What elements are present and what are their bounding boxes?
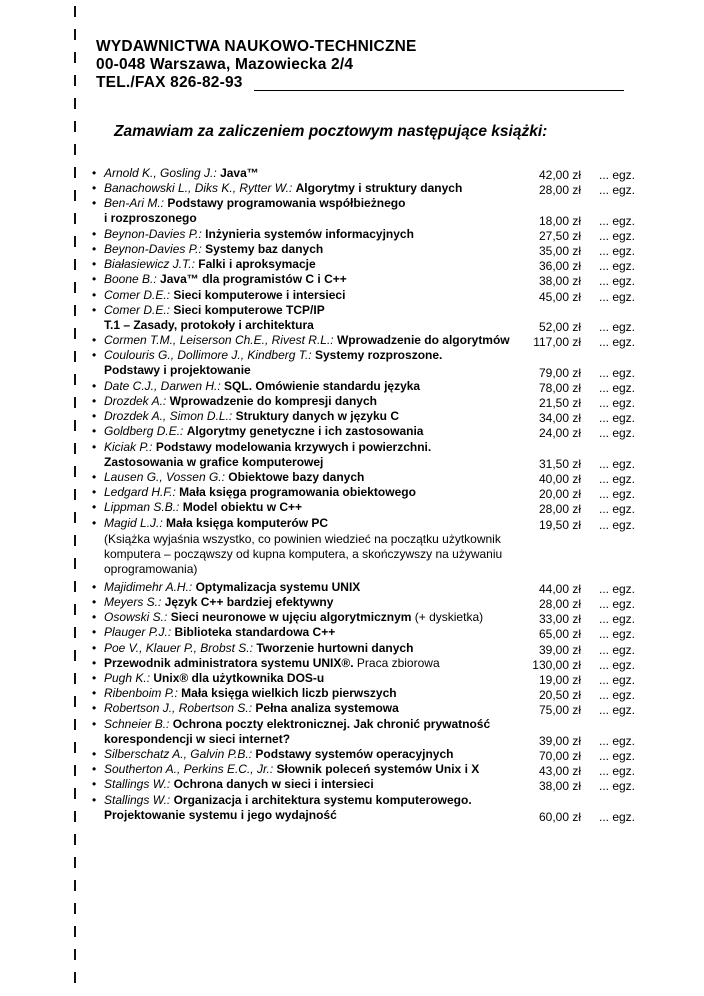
book-price: 52,00 zł <box>538 319 581 334</box>
bullet-icon: • <box>92 777 97 792</box>
bullet-icon: • <box>92 394 97 408</box>
book-title: Podstawy systemów operacyjnych <box>255 746 454 761</box>
quantity-field[interactable]: ... egz. <box>599 502 636 517</box>
bullet-icon: • <box>92 470 97 484</box>
bullet-icon: • <box>92 500 97 515</box>
publisher-name: WYDAWNICTWA NAUKOWO-TECHNICZNE <box>96 38 417 55</box>
bullet-icon: • <box>92 439 97 454</box>
book-title-block <box>104 440 534 470</box>
book-price: 130,00 zł <box>532 657 581 672</box>
bullet-icon: • <box>92 378 97 393</box>
book-title-block <box>104 793 534 823</box>
book-price: 19,00 zł <box>538 672 581 687</box>
book-title: Projektowanie systemu i jego wydajność <box>104 807 337 822</box>
book-title-line <box>104 196 534 211</box>
book-author: Plauger P.J.: <box>104 625 175 640</box>
book-price: 39,00 zł <box>538 642 581 657</box>
book-title-line <box>104 424 534 439</box>
bullet-icon: • <box>92 242 97 256</box>
book-title-line <box>104 793 534 808</box>
book-title: Algorytmy genetyczne i ich zastosowania <box>186 424 424 439</box>
book-title-line <box>104 211 534 226</box>
description-line: (Książka wyjaśnia wszystko, co powinien wiedzieć na początku użytkownik <box>104 531 501 546</box>
quantity-field[interactable]: ... egz. <box>599 581 636 596</box>
book-price: 40,00 zł <box>538 472 581 486</box>
book-author: Beynon-Davies P.: <box>104 242 206 256</box>
book-author: Lausen G., Vossen G.: <box>104 470 229 484</box>
book-title-line <box>104 257 534 272</box>
book-title: Przewodnik administratora systemu UNIX®. <box>104 655 354 670</box>
book-title: Mała księga wielkich liczb pierwszych <box>181 686 397 701</box>
quantity-field[interactable]: ... egz. <box>599 228 636 243</box>
book-title: T.1 – Zasady, protokoły i architektura <box>104 317 314 332</box>
bullet-icon: • <box>92 640 97 655</box>
book-title: Mała księga komputerów PC <box>166 515 329 530</box>
book-author: Meyers S.: <box>104 594 165 609</box>
book-title: Biblioteka standardowa C++ <box>174 625 336 640</box>
book-title-line <box>104 777 534 792</box>
book-entry <box>0 394 704 409</box>
book-title-line <box>104 580 534 595</box>
book-title-block <box>104 580 534 595</box>
book-title-line <box>104 732 534 747</box>
book-author: Białasiewicz J.T.: <box>104 257 199 272</box>
book-entry <box>0 793 704 823</box>
book-title-line <box>104 227 534 242</box>
quantity-field[interactable]: ... egz. <box>599 733 636 748</box>
book-title-block <box>104 288 534 303</box>
book-price: 42,00 zł <box>538 168 581 182</box>
book-title-line <box>104 671 534 686</box>
book-entry <box>0 424 704 439</box>
quantity-field[interactable]: ... egz. <box>599 274 636 289</box>
book-title-block <box>104 701 534 716</box>
book-title-line <box>104 303 534 318</box>
quantity-field[interactable]: ... egz. <box>599 612 636 627</box>
book-author: Drozdek A.: <box>104 394 170 408</box>
book-author: Goldberg D.E.: <box>104 424 187 439</box>
book-title-block <box>104 394 534 409</box>
bullet-icon: • <box>92 485 97 500</box>
quantity-field[interactable]: ... egz. <box>599 672 636 687</box>
book-entry <box>0 686 704 701</box>
quantity-field[interactable]: ... egz. <box>599 779 636 794</box>
quantity-field[interactable]: ... egz. <box>599 335 636 350</box>
book-title-block <box>104 485 534 500</box>
bullet-icon: • <box>92 166 97 180</box>
book-price: 35,00 zł <box>538 244 581 258</box>
publisher-address: 00-048 Warszawa, Mazowiecka 2/4 <box>96 56 354 73</box>
book-entry <box>0 379 704 394</box>
book-price: 78,00 zł <box>538 380 581 395</box>
bullet-icon: • <box>92 762 97 777</box>
book-title-block <box>104 409 534 424</box>
book-price: 31,50 zł <box>538 456 581 471</box>
bullet-icon: • <box>92 701 97 716</box>
bullet-icon: • <box>92 196 97 211</box>
book-price: 79,00 zł <box>538 365 581 380</box>
bullet-icon: • <box>92 625 97 640</box>
book-title: Model obiektu w C++ <box>182 500 303 515</box>
quantity-field[interactable]: ... egz. <box>599 748 636 763</box>
book-title-block <box>104 516 534 531</box>
book-title-block <box>104 348 534 378</box>
book-title-line <box>104 485 534 500</box>
book-title-block <box>104 500 534 515</box>
book-entry <box>0 181 704 196</box>
book-price: 20,00 zł <box>538 487 581 502</box>
book-author: Stallings W.: <box>104 792 174 807</box>
book-title-block <box>104 272 534 287</box>
book-title: Sieci neuronowe w ujęciu algorytmicznym <box>170 610 412 625</box>
bullet-icon: • <box>92 226 97 241</box>
book-entry <box>0 580 704 595</box>
book-entry <box>0 485 704 500</box>
book-title: Java™ dla programistów C i C++ <box>160 272 347 287</box>
book-title-line <box>104 762 534 777</box>
book-title: Organizacja i architektura systemu komputerowego. <box>173 792 472 807</box>
quantity-field[interactable]: ... egz. <box>599 259 636 274</box>
book-price: 34,00 zł <box>538 411 581 426</box>
book-title-block <box>104 257 534 272</box>
quantity-field[interactable]: ... egz. <box>599 472 636 486</box>
quantity-field[interactable]: ... egz. <box>599 703 636 718</box>
book-entry <box>0 595 704 610</box>
quantity-field[interactable]: ... egz. <box>599 657 636 672</box>
quantity-field[interactable]: ... egz. <box>599 319 636 334</box>
book-title: Systemy baz danych <box>205 242 324 256</box>
quantity-field[interactable]: ... egz. <box>599 642 636 657</box>
book-author: Boone B.: <box>104 272 161 287</box>
book-price: 33,00 zł <box>538 612 581 627</box>
bullet-icon: • <box>92 655 97 670</box>
bullet-icon: • <box>92 515 97 530</box>
book-author: Arnold K., Gosling J.: <box>104 166 221 180</box>
book-title-line <box>104 470 534 485</box>
book-title-block <box>104 656 534 671</box>
book-price: 24,00 zł <box>538 426 581 441</box>
book-author: Robertson J., Robertson S.: <box>104 701 256 716</box>
book-title-line <box>104 595 534 610</box>
book-title-block <box>104 424 534 439</box>
book-title: Java™ <box>220 166 259 180</box>
book-author: Kiciak P.: <box>104 439 156 454</box>
book-title: i rozproszonego <box>104 211 197 226</box>
quantity-field[interactable]: ... egz. <box>599 764 636 779</box>
book-title-block <box>104 181 534 196</box>
book-author: Cormen T.M., Leiserson Ch.E., Rivest R.L.: <box>104 333 337 348</box>
bullet-icon: • <box>92 594 97 609</box>
book-author: Coulouris G., Dollimore J., Kindberg T.: <box>104 348 315 363</box>
quantity-field[interactable]: ... egz. <box>599 365 636 380</box>
book-price: 39,00 zł <box>538 733 581 748</box>
book-title-line <box>104 181 534 196</box>
book-title-line <box>104 440 534 455</box>
book-price: 20,50 zł <box>538 688 581 703</box>
book-title-line <box>104 455 534 470</box>
book-author: Pugh K.: <box>104 670 154 685</box>
book-entry <box>0 516 704 531</box>
book-title-line <box>104 516 534 531</box>
book-title-line <box>104 717 534 732</box>
quantity-field[interactable]: ... egz. <box>599 213 636 228</box>
book-title-line <box>104 166 534 181</box>
book-title-block <box>104 595 534 610</box>
book-title-block <box>104 333 534 348</box>
book-title-block <box>104 379 534 394</box>
book-price: 18,00 zł <box>538 213 581 228</box>
book-title-block <box>104 303 534 333</box>
book-title-block <box>104 747 534 762</box>
book-title-line <box>104 379 534 394</box>
book-title-line <box>104 641 534 656</box>
book-author: Stallings W.: <box>104 777 174 792</box>
book-price: 38,00 zł <box>538 274 581 289</box>
book-entry <box>0 747 704 762</box>
book-title-line <box>104 500 534 515</box>
book-title: Inżynieria systemów informacyjnych <box>205 226 414 241</box>
book-entry <box>0 196 704 226</box>
book-price: 70,00 zł <box>538 748 581 763</box>
book-title-block <box>104 641 534 656</box>
book-title-block <box>104 762 534 777</box>
quantity-field[interactable]: ... egz. <box>599 487 636 502</box>
book-price: 28,00 zł <box>538 502 581 517</box>
book-entry <box>0 717 704 747</box>
book-entry <box>0 440 704 470</box>
quantity-field[interactable]: ... egz. <box>599 411 636 426</box>
book-price: 28,00 zł <box>538 183 581 198</box>
book-title: Struktury danych w języku C <box>235 409 399 424</box>
book-title-block <box>104 166 534 181</box>
book-title-line <box>104 625 534 640</box>
bullet-icon: • <box>92 348 97 363</box>
book-title: Pełna analiza systemowa <box>255 701 399 716</box>
book-title-line <box>104 348 534 363</box>
book-title-line <box>104 656 534 671</box>
book-title-line <box>104 363 534 378</box>
book-title: Sieci komputerowe i intersieci <box>173 287 346 302</box>
book-entry <box>0 333 704 348</box>
fill-in-line <box>254 90 624 91</box>
book-title-block <box>104 470 534 485</box>
quantity-field[interactable]: ... egz. <box>599 289 636 304</box>
book-title-line <box>104 333 534 348</box>
book-title: korespondencji w sieci internet? <box>104 731 291 746</box>
book-author: Majidimehr A.H.: <box>104 579 196 594</box>
book-author: Poe V., Klauer P., Brobst S.: <box>104 640 257 655</box>
bullet-icon: • <box>92 746 97 761</box>
book-title: Optymalizacja systemu UNIX <box>195 579 361 594</box>
book-entry <box>0 303 704 333</box>
book-note: (+ dyskietka) <box>411 610 484 625</box>
book-title-block <box>104 227 534 242</box>
book-price: 117,00 zł <box>533 335 581 350</box>
quantity-field[interactable]: ... egz. <box>599 183 636 198</box>
book-title-block <box>104 610 534 625</box>
book-title: Podstawy i projektowanie <box>104 363 251 378</box>
book-title: Unix® dla użytkownika DOS-u <box>153 670 325 685</box>
bullet-icon: • <box>92 287 97 302</box>
quantity-field[interactable]: ... egz. <box>599 517 636 532</box>
book-title-line <box>104 272 534 287</box>
book-entry <box>0 409 704 424</box>
book-title-block <box>104 717 534 747</box>
book-title: Słownik poleceń systemów Unix i X <box>276 762 480 777</box>
book-title: Podstawy modelowania krzywych i powierzchni. <box>155 439 432 454</box>
book-title-line <box>104 610 534 625</box>
book-title: Wprowadzenie do kompresji danych <box>169 394 377 408</box>
book-author: Silberschatz A., Galvin P.B.: <box>104 746 256 761</box>
book-price: 38,00 zł <box>538 779 581 794</box>
order-heading: Zamawiam za zaliczeniem pocztowym następujące książki: <box>114 123 548 140</box>
book-title-block <box>104 196 534 226</box>
quantity-field[interactable]: ... egz. <box>599 688 636 703</box>
quantity-field[interactable]: ... egz. <box>599 809 636 824</box>
book-price: 36,00 zł <box>538 259 581 274</box>
book-author: Southerton A., Perkins E.C., Jr.: <box>104 762 277 777</box>
book-author: Banachowski L., Diks K., Rytter W.: <box>104 181 296 196</box>
book-title: Tworzenie hurtowni danych <box>256 640 414 655</box>
book-entry <box>0 470 704 485</box>
book-title: Algorytmy i struktury danych <box>295 181 463 196</box>
book-author: Comer D.E.: <box>104 302 174 317</box>
book-title: Systemy rozproszone. <box>314 348 443 363</box>
book-author: Schneier B.: <box>104 716 173 731</box>
description-line: oprogramowania) <box>104 562 198 577</box>
book-author: Date C.J., Darwen H.: <box>104 378 225 393</box>
bullet-icon: • <box>92 579 97 594</box>
book-author: Lippman S.B.: <box>104 500 183 515</box>
bullet-icon: • <box>92 302 97 317</box>
book-title: Zastosowania w grafice komputerowej <box>104 454 324 469</box>
book-entry <box>0 656 704 671</box>
bullet-icon: • <box>92 409 97 424</box>
book-title-line <box>104 747 534 762</box>
book-price: 21,50 zł <box>538 396 581 410</box>
quantity-field[interactable]: ... egz. <box>599 627 636 642</box>
book-entry <box>0 500 704 515</box>
book-entry <box>0 166 704 181</box>
book-title-block <box>104 777 534 792</box>
book-title-block <box>104 671 534 686</box>
book-author: Ben-Ari M.: <box>104 196 168 211</box>
book-title: Obiektowe bazy danych <box>228 470 365 484</box>
bullet-icon: • <box>92 272 97 287</box>
book-entry <box>0 625 704 640</box>
book-title-block <box>104 625 534 640</box>
quantity-field[interactable]: ... egz. <box>599 596 636 611</box>
book-title: Podstawy programowania współbieżnego <box>167 196 406 211</box>
book-entry <box>0 701 704 716</box>
book-description <box>104 532 502 578</box>
bullet-icon: • <box>92 424 97 439</box>
book-entry <box>0 348 704 378</box>
book-entry <box>0 227 704 242</box>
book-title-line <box>104 288 534 303</box>
book-price: 27,50 zł <box>538 228 581 243</box>
bullet-icon: • <box>92 792 97 807</box>
bullet-icon: • <box>92 686 97 701</box>
book-entry <box>0 641 704 656</box>
book-author: Comer D.E.: <box>104 287 174 302</box>
book-entry <box>0 777 704 792</box>
book-entry <box>0 272 704 287</box>
book-entry <box>0 610 704 625</box>
book-title: Sieci komputerowe TCP/IP <box>173 302 325 317</box>
book-title-block <box>104 242 534 257</box>
quantity-field[interactable]: ... egz. <box>599 456 636 471</box>
quantity-field[interactable]: ... egz. <box>599 380 636 395</box>
book-title: Falki i aproksymacje <box>198 257 316 272</box>
book-title-line <box>104 701 534 716</box>
book-entry <box>0 762 704 777</box>
book-entry <box>0 288 704 303</box>
book-price: 65,00 zł <box>538 627 581 642</box>
quantity-field[interactable]: ... egz. <box>599 244 636 258</box>
book-entry <box>0 671 704 686</box>
book-title: SQL. Omówienie standardu języka <box>224 378 421 393</box>
book-title-line <box>104 808 534 823</box>
book-title-line <box>104 242 534 257</box>
bullet-icon: • <box>92 670 97 685</box>
book-title: Wprowadzenie do algorytmów <box>336 333 510 348</box>
book-entry <box>0 242 704 257</box>
book-price: 44,00 zł <box>538 581 581 596</box>
bullet-icon: • <box>92 610 97 625</box>
book-author: Magid L.J.: <box>104 515 167 530</box>
quantity-field[interactable]: ... egz. <box>599 426 636 441</box>
book-title-line <box>104 409 534 424</box>
quantity-field[interactable]: ... egz. <box>599 396 636 410</box>
publisher-phone: TEL./FAX 826-82-93 <box>96 74 243 91</box>
description-line: komputera – począwszy od kupna komputera, a skończywszy na używaniu <box>104 547 503 562</box>
book-title-line <box>104 686 534 701</box>
book-title: Język C++ bardziej efektywny <box>164 594 334 609</box>
bullet-icon: • <box>92 257 97 272</box>
book-note: Praca zbiorowa <box>353 655 440 670</box>
book-title: Mała księga programowania obiektowego <box>179 485 416 500</box>
book-price: 43,00 zł <box>538 764 581 779</box>
bullet-icon: • <box>92 333 97 348</box>
book-title-block <box>104 686 534 701</box>
book-author: Osowski S.: <box>104 610 171 625</box>
book-author: Ledgard H.F.: <box>104 485 180 500</box>
book-title: Ochrona danych w sieci i intersieci <box>173 777 374 792</box>
bullet-icon: • <box>92 716 97 731</box>
book-author: Drozdek A., Simon D.L.: <box>104 409 236 424</box>
book-title: Ochrona poczty elektronicznej. Jak chronić prywatność <box>172 716 491 731</box>
book-title-line <box>104 318 534 333</box>
book-author: Ribenboim P.: <box>104 686 182 701</box>
bullet-icon: • <box>92 181 97 196</box>
book-price: 45,00 zł <box>538 289 581 304</box>
quantity-field[interactable]: ... egz. <box>599 168 636 182</box>
book-price: 19,50 zł <box>538 517 581 532</box>
book-price: 60,00 zł <box>538 809 581 824</box>
book-title-line <box>104 394 534 409</box>
book-price: 75,00 zł <box>538 703 581 718</box>
book-entry <box>0 257 704 272</box>
book-price: 28,00 zł <box>538 596 581 611</box>
book-author: Beynon-Davies P.: <box>104 226 206 241</box>
